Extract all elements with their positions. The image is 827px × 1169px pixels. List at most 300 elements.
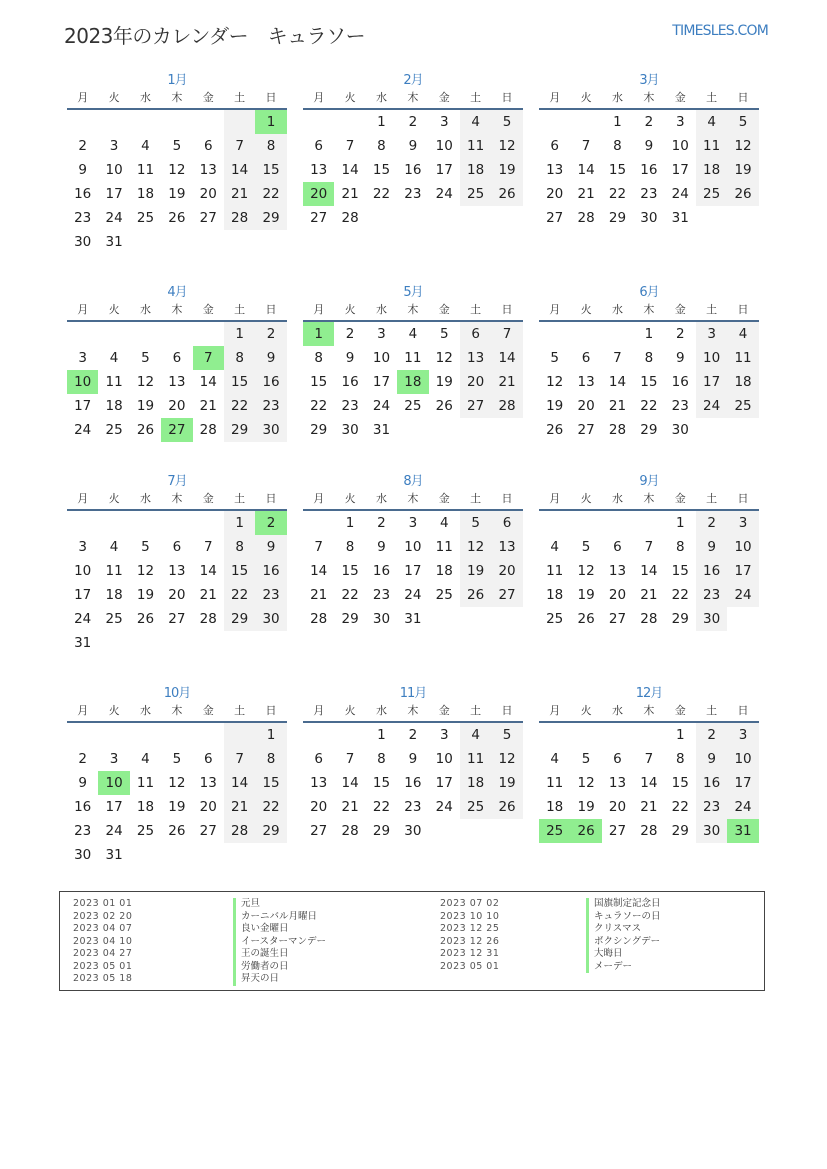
day-cell: 13 bbox=[577, 374, 595, 390]
empty-cell bbox=[161, 322, 192, 346]
day-cell: 25 bbox=[727, 394, 758, 418]
day-cell: 10 bbox=[696, 346, 727, 370]
day-cell: 15 bbox=[224, 559, 255, 583]
day-cell: 3 bbox=[78, 539, 87, 555]
day-cell: 8 bbox=[377, 138, 386, 154]
day-cell: 7 bbox=[644, 751, 654, 767]
day-cell: 17 bbox=[671, 162, 689, 178]
month-10 bbox=[67, 685, 287, 867]
day-grid bbox=[67, 723, 287, 867]
day-cell: 9 bbox=[408, 138, 418, 154]
day-cell: 16 bbox=[640, 162, 658, 178]
day-cell: 4 bbox=[109, 539, 119, 555]
day-cell: 23 bbox=[696, 795, 727, 819]
day-cell: 21 bbox=[341, 799, 359, 815]
day-cell: 3 bbox=[439, 727, 449, 743]
empty-cell bbox=[130, 322, 161, 346]
day-cell: 21 bbox=[640, 799, 658, 815]
day-cell: 27 bbox=[491, 583, 522, 607]
day-cell: 3 bbox=[727, 723, 758, 747]
empty-cell bbox=[193, 511, 224, 535]
day-cell: 20 bbox=[168, 398, 186, 414]
day-cell: 29 bbox=[255, 206, 286, 230]
day-cell: 17 bbox=[74, 398, 92, 414]
day-cell: 24 bbox=[74, 611, 92, 627]
day-cell: 13 bbox=[199, 775, 217, 791]
weekday-label: 土 bbox=[470, 492, 482, 505]
weekday-label: 火 bbox=[108, 91, 120, 104]
day-cell: 22 bbox=[224, 394, 255, 418]
day-cell: 18 bbox=[696, 158, 727, 182]
day-cell: 2 bbox=[377, 515, 386, 531]
day-cell: 11 bbox=[546, 563, 564, 579]
day-cell: 11 bbox=[727, 346, 758, 370]
day-cell: 25 bbox=[546, 611, 564, 627]
holiday-date: 2023 05 01 bbox=[440, 960, 500, 972]
day-cell: 13 bbox=[199, 162, 217, 178]
weekday-label: 金 bbox=[202, 91, 214, 104]
holiday-name: メーデー bbox=[586, 961, 661, 974]
day-cell: 11 bbox=[696, 134, 727, 158]
weekday-header bbox=[67, 302, 287, 318]
day-cell: 30 bbox=[696, 607, 727, 631]
month-4 bbox=[67, 284, 287, 442]
weekday-label: 日 bbox=[737, 303, 749, 316]
day-cell: 11 bbox=[105, 563, 123, 579]
day-cell: 4 bbox=[439, 515, 449, 531]
day-cell: 18 bbox=[727, 370, 758, 394]
day-cell: 28 bbox=[310, 611, 328, 627]
day-cell: 28 bbox=[608, 422, 627, 438]
month-2 bbox=[303, 72, 523, 230]
day-cell: 10 bbox=[671, 138, 689, 154]
day-cell: 20 bbox=[608, 587, 627, 603]
holiday-day-cell: 2 bbox=[255, 511, 286, 535]
weekday-label: 日 bbox=[737, 492, 749, 505]
day-cell: 16 bbox=[671, 374, 689, 390]
weekday-header bbox=[67, 491, 287, 507]
month-12 bbox=[539, 685, 759, 843]
day-cell: 27 bbox=[199, 210, 217, 226]
empty-cell bbox=[98, 723, 129, 747]
day-cell: 4 bbox=[696, 110, 727, 134]
weekday-label: 木 bbox=[643, 492, 655, 505]
day-cell: 1 bbox=[224, 511, 255, 535]
day-cell: 31 bbox=[105, 847, 123, 863]
weekday-label: 水 bbox=[375, 492, 387, 505]
day-cell: 22 bbox=[255, 182, 286, 206]
day-cell: 3 bbox=[408, 515, 418, 531]
holiday-date: 2023 04 07 bbox=[73, 923, 133, 934]
day-cell: 21 bbox=[577, 186, 595, 202]
day-cell: 1 bbox=[224, 322, 255, 346]
holiday-date: 2023 07 02 bbox=[440, 898, 500, 909]
day-cell: 26 bbox=[546, 422, 564, 438]
day-cell: 26 bbox=[168, 823, 186, 839]
day-cell: 10 bbox=[435, 751, 453, 767]
day-cell: 23 bbox=[404, 186, 422, 202]
day-grid bbox=[539, 322, 759, 442]
empty-cell bbox=[602, 322, 633, 346]
weekday-header bbox=[303, 491, 523, 507]
day-cell: 2 bbox=[408, 727, 418, 743]
weekday-label: 土 bbox=[470, 91, 482, 104]
day-cell: 29 bbox=[671, 611, 689, 627]
day-cell: 21 bbox=[341, 186, 359, 202]
day-cell: 23 bbox=[341, 398, 359, 414]
day-cell: 29 bbox=[341, 611, 359, 627]
day-cell: 25 bbox=[136, 823, 155, 839]
day-cell: 20 bbox=[491, 559, 522, 583]
day-cell: 15 bbox=[310, 374, 328, 390]
day-cell: 13 bbox=[310, 775, 328, 791]
day-cell: 28 bbox=[491, 394, 522, 418]
holiday-day-cell: 27 bbox=[161, 418, 192, 442]
weekday-label: 水 bbox=[375, 704, 387, 717]
day-cell: 14 bbox=[224, 771, 255, 795]
holiday-names-right bbox=[586, 898, 661, 973]
weekday-label: 木 bbox=[407, 492, 419, 505]
day-cell: 21 bbox=[310, 587, 328, 603]
day-cell: 17 bbox=[74, 587, 92, 603]
day-cell: 7 bbox=[491, 322, 522, 346]
day-cell: 16 bbox=[372, 563, 391, 579]
day-cell: 28 bbox=[199, 422, 217, 438]
day-cell: 3 bbox=[377, 326, 386, 342]
weekday-label: 火 bbox=[344, 704, 356, 717]
day-cell: 15 bbox=[372, 162, 391, 178]
day-cell: 14 bbox=[341, 775, 359, 791]
day-cell: 24 bbox=[404, 587, 422, 603]
day-cell: 1 bbox=[255, 723, 286, 747]
day-cell: 14 bbox=[608, 374, 627, 390]
day-cell: 12 bbox=[435, 350, 453, 366]
day-cell: 13 bbox=[310, 162, 328, 178]
month-1 bbox=[67, 72, 287, 254]
holiday-dates-left bbox=[73, 898, 132, 986]
day-cell: 26 bbox=[727, 182, 758, 206]
holiday-date: 2023 04 10 bbox=[73, 935, 133, 947]
weekday-label: 土 bbox=[706, 303, 718, 316]
day-cell: 19 bbox=[460, 559, 491, 583]
weekday-label: 火 bbox=[580, 492, 592, 505]
day-cell: 13 bbox=[546, 162, 564, 178]
month-title: 6月 bbox=[639, 285, 659, 300]
day-cell: 12 bbox=[491, 747, 522, 771]
weekday-label: 火 bbox=[344, 303, 356, 316]
day-cell: 8 bbox=[377, 751, 386, 767]
day-cell: 22 bbox=[671, 587, 689, 603]
day-cell: 14 bbox=[199, 374, 217, 390]
empty-cell bbox=[539, 110, 570, 134]
day-cell: 30 bbox=[671, 422, 689, 438]
day-cell: 29 bbox=[671, 823, 689, 839]
day-cell: 14 bbox=[640, 563, 658, 579]
month-title: 4月 bbox=[167, 285, 187, 300]
day-cell: 24 bbox=[696, 394, 727, 418]
month-title: 8月 bbox=[403, 474, 423, 489]
day-cell: 12 bbox=[727, 134, 758, 158]
day-cell: 4 bbox=[460, 723, 491, 747]
month-11 bbox=[303, 685, 523, 843]
day-cell: 17 bbox=[727, 771, 758, 795]
day-cell: 15 bbox=[255, 771, 286, 795]
day-cell: 16 bbox=[341, 374, 359, 390]
day-cell: 5 bbox=[439, 326, 449, 342]
day-cell: 29 bbox=[224, 418, 255, 442]
holiday-names-left bbox=[233, 898, 326, 986]
day-cell: 12 bbox=[577, 563, 595, 579]
day-cell: 1 bbox=[377, 114, 386, 130]
day-cell: 10 bbox=[435, 138, 453, 154]
day-cell: 13 bbox=[168, 563, 186, 579]
weekday-label: 土 bbox=[234, 492, 246, 505]
weekday-header bbox=[539, 703, 759, 719]
day-cell: 14 bbox=[224, 158, 255, 182]
day-cell: 7 bbox=[345, 138, 355, 154]
day-cell: 27 bbox=[199, 823, 217, 839]
weekday-label: 火 bbox=[580, 704, 592, 717]
weekday-label: 土 bbox=[234, 704, 246, 717]
day-cell: 15 bbox=[341, 563, 359, 579]
day-cell: 16 bbox=[74, 186, 92, 202]
day-cell: 19 bbox=[136, 398, 155, 414]
day-grid bbox=[303, 110, 523, 230]
day-cell: 21 bbox=[224, 795, 255, 819]
day-grid bbox=[303, 511, 523, 631]
weekday-label: 日 bbox=[265, 704, 277, 717]
holiday-day-cell: 10 bbox=[98, 771, 129, 795]
holiday-date: 2023 12 31 bbox=[440, 948, 500, 959]
weekday-label: 月 bbox=[313, 303, 325, 316]
day-cell: 3 bbox=[109, 138, 119, 154]
day-cell: 29 bbox=[640, 422, 658, 438]
day-cell: 17 bbox=[727, 559, 758, 583]
day-cell: 6 bbox=[581, 350, 591, 366]
day-cell: 18 bbox=[546, 799, 564, 815]
day-cell: 17 bbox=[435, 775, 453, 791]
day-cell: 2 bbox=[644, 114, 654, 130]
month-title: 10月 bbox=[163, 686, 191, 701]
day-cell: 30 bbox=[372, 611, 391, 627]
holiday-date: 2023 10 10 bbox=[440, 910, 500, 922]
day-cell: 19 bbox=[168, 799, 186, 815]
weekday-label: 月 bbox=[549, 91, 561, 104]
day-cell: 25 bbox=[105, 611, 123, 627]
day-cell: 30 bbox=[255, 418, 286, 442]
holiday-day-cell: 26 bbox=[570, 819, 601, 843]
holiday-name: 国旗制定記念日 bbox=[586, 898, 661, 911]
day-cell: 8 bbox=[675, 751, 685, 767]
day-cell: 19 bbox=[136, 587, 155, 603]
weekday-label: 日 bbox=[501, 91, 513, 104]
day-cell: 4 bbox=[109, 350, 119, 366]
day-cell: 21 bbox=[608, 398, 627, 414]
day-cell: 18 bbox=[105, 587, 123, 603]
day-cell: 12 bbox=[460, 535, 491, 559]
weekday-label: 日 bbox=[265, 91, 277, 104]
day-cell: 28 bbox=[224, 819, 255, 843]
weekday-label: 月 bbox=[77, 492, 89, 505]
day-cell: 24 bbox=[74, 422, 92, 438]
weekday-label: 火 bbox=[580, 303, 592, 316]
empty-cell bbox=[130, 110, 161, 134]
day-cell: 26 bbox=[435, 398, 453, 414]
empty-cell bbox=[633, 723, 664, 747]
empty-cell bbox=[161, 110, 192, 134]
weekday-label: 水 bbox=[139, 492, 151, 505]
day-cell: 9 bbox=[696, 747, 727, 771]
day-cell: 9 bbox=[345, 350, 355, 366]
day-cell: 2 bbox=[675, 326, 685, 342]
day-cell: 26 bbox=[136, 611, 155, 627]
day-cell: 10 bbox=[727, 535, 758, 559]
day-cell: 15 bbox=[640, 374, 658, 390]
holiday-name: カーニバル月曜日 bbox=[233, 911, 326, 924]
day-cell: 18 bbox=[105, 398, 123, 414]
weekday-label: 火 bbox=[108, 492, 120, 505]
day-grid bbox=[67, 322, 287, 442]
day-cell: 9 bbox=[675, 350, 685, 366]
day-cell: 6 bbox=[613, 751, 622, 767]
day-cell: 4 bbox=[408, 326, 418, 342]
day-cell: 14 bbox=[199, 563, 217, 579]
holiday-name: ボクシングデー bbox=[586, 936, 661, 949]
day-cell: 9 bbox=[255, 535, 286, 559]
day-cell: 19 bbox=[168, 186, 186, 202]
empty-cell bbox=[67, 511, 98, 535]
holiday-name: キュラソーの日 bbox=[586, 911, 661, 924]
day-cell: 23 bbox=[671, 398, 689, 414]
day-cell: 13 bbox=[608, 563, 627, 579]
weekday-label: 火 bbox=[108, 704, 120, 717]
day-cell: 20 bbox=[608, 799, 627, 815]
day-cell: 19 bbox=[491, 771, 522, 795]
day-cell: 5 bbox=[727, 110, 758, 134]
day-cell: 9 bbox=[255, 346, 286, 370]
day-cell: 5 bbox=[172, 751, 182, 767]
empty-cell bbox=[130, 511, 161, 535]
month-title: 5月 bbox=[403, 285, 423, 300]
day-cell: 23 bbox=[696, 583, 727, 607]
day-cell: 3 bbox=[675, 114, 685, 130]
empty-cell bbox=[633, 511, 664, 535]
day-cell: 15 bbox=[255, 158, 286, 182]
day-cell: 30 bbox=[404, 823, 422, 839]
day-cell: 24 bbox=[435, 799, 453, 815]
day-cell: 2 bbox=[408, 114, 418, 130]
day-cell: 21 bbox=[224, 182, 255, 206]
weekday-header bbox=[539, 302, 759, 318]
day-cell: 5 bbox=[172, 138, 182, 154]
day-cell: 16 bbox=[255, 559, 286, 583]
empty-cell bbox=[602, 723, 633, 747]
weekday-label: 木 bbox=[643, 704, 655, 717]
weekday-label: 火 bbox=[580, 91, 592, 104]
weekday-label: 日 bbox=[265, 492, 277, 505]
month-7 bbox=[67, 473, 287, 655]
day-cell: 1 bbox=[644, 326, 654, 342]
day-grid bbox=[539, 511, 759, 631]
day-cell: 4 bbox=[727, 322, 758, 346]
day-cell: 30 bbox=[255, 607, 286, 631]
day-cell: 13 bbox=[168, 374, 186, 390]
day-cell: 27 bbox=[460, 394, 491, 418]
day-cell: 12 bbox=[168, 775, 186, 791]
day-cell: 7 bbox=[644, 539, 654, 555]
day-cell: 19 bbox=[491, 158, 522, 182]
empty-cell bbox=[193, 110, 224, 134]
empty-cell bbox=[602, 511, 633, 535]
day-cell: 25 bbox=[696, 182, 727, 206]
day-cell: 1 bbox=[675, 515, 685, 531]
day-cell: 13 bbox=[491, 535, 522, 559]
empty-cell bbox=[303, 511, 334, 535]
day-cell: 19 bbox=[435, 374, 453, 390]
weekday-label: 金 bbox=[438, 492, 450, 505]
holiday-day-cell: 7 bbox=[193, 346, 224, 370]
day-cell: 9 bbox=[377, 539, 386, 555]
day-cell: 9 bbox=[78, 162, 87, 178]
day-cell: 5 bbox=[581, 751, 591, 767]
day-cell: 20 bbox=[310, 799, 328, 815]
day-cell: 11 bbox=[435, 539, 453, 555]
empty-cell bbox=[539, 511, 570, 535]
weekday-label: 金 bbox=[202, 303, 214, 316]
day-cell: 10 bbox=[74, 563, 92, 579]
day-cell: 19 bbox=[577, 587, 595, 603]
day-cell: 8 bbox=[255, 134, 286, 158]
day-cell: 23 bbox=[640, 186, 658, 202]
day-grid bbox=[303, 322, 523, 442]
weekday-label: 水 bbox=[139, 91, 151, 104]
day-cell: 24 bbox=[372, 398, 391, 414]
day-cell: 1 bbox=[345, 515, 355, 531]
site-logo[interactable]: TIMESLES.COM bbox=[672, 23, 768, 39]
weekday-label: 木 bbox=[407, 91, 419, 104]
day-cell: 9 bbox=[78, 775, 87, 791]
month-title: 9月 bbox=[639, 474, 659, 489]
day-cell: 24 bbox=[671, 186, 689, 202]
day-cell: 4 bbox=[141, 751, 150, 767]
day-cell: 21 bbox=[640, 587, 658, 603]
day-cell: 11 bbox=[460, 747, 491, 771]
day-cell: 25 bbox=[435, 587, 453, 603]
day-cell: 17 bbox=[404, 563, 422, 579]
month-title: 2月 bbox=[403, 73, 423, 88]
day-cell: 3 bbox=[439, 114, 449, 130]
weekday-label: 火 bbox=[344, 91, 356, 104]
day-cell: 28 bbox=[341, 823, 359, 839]
month-3 bbox=[539, 72, 759, 230]
day-cell: 23 bbox=[255, 394, 286, 418]
day-cell: 24 bbox=[727, 583, 758, 607]
day-cell: 24 bbox=[105, 823, 123, 839]
day-cell: 8 bbox=[314, 350, 323, 366]
weekday-label: 日 bbox=[265, 303, 277, 316]
day-cell: 29 bbox=[224, 607, 255, 631]
day-cell: 10 bbox=[727, 747, 758, 771]
holiday-day-cell: 1 bbox=[255, 110, 286, 134]
month-title: 12月 bbox=[635, 686, 663, 701]
day-cell: 28 bbox=[199, 611, 217, 627]
holiday-name: 王の誕生日 bbox=[233, 948, 326, 961]
day-cell: 29 bbox=[310, 422, 328, 438]
day-cell: 16 bbox=[255, 370, 286, 394]
day-cell: 14 bbox=[491, 346, 522, 370]
day-cell: 15 bbox=[671, 775, 689, 791]
day-cell: 6 bbox=[203, 138, 213, 154]
